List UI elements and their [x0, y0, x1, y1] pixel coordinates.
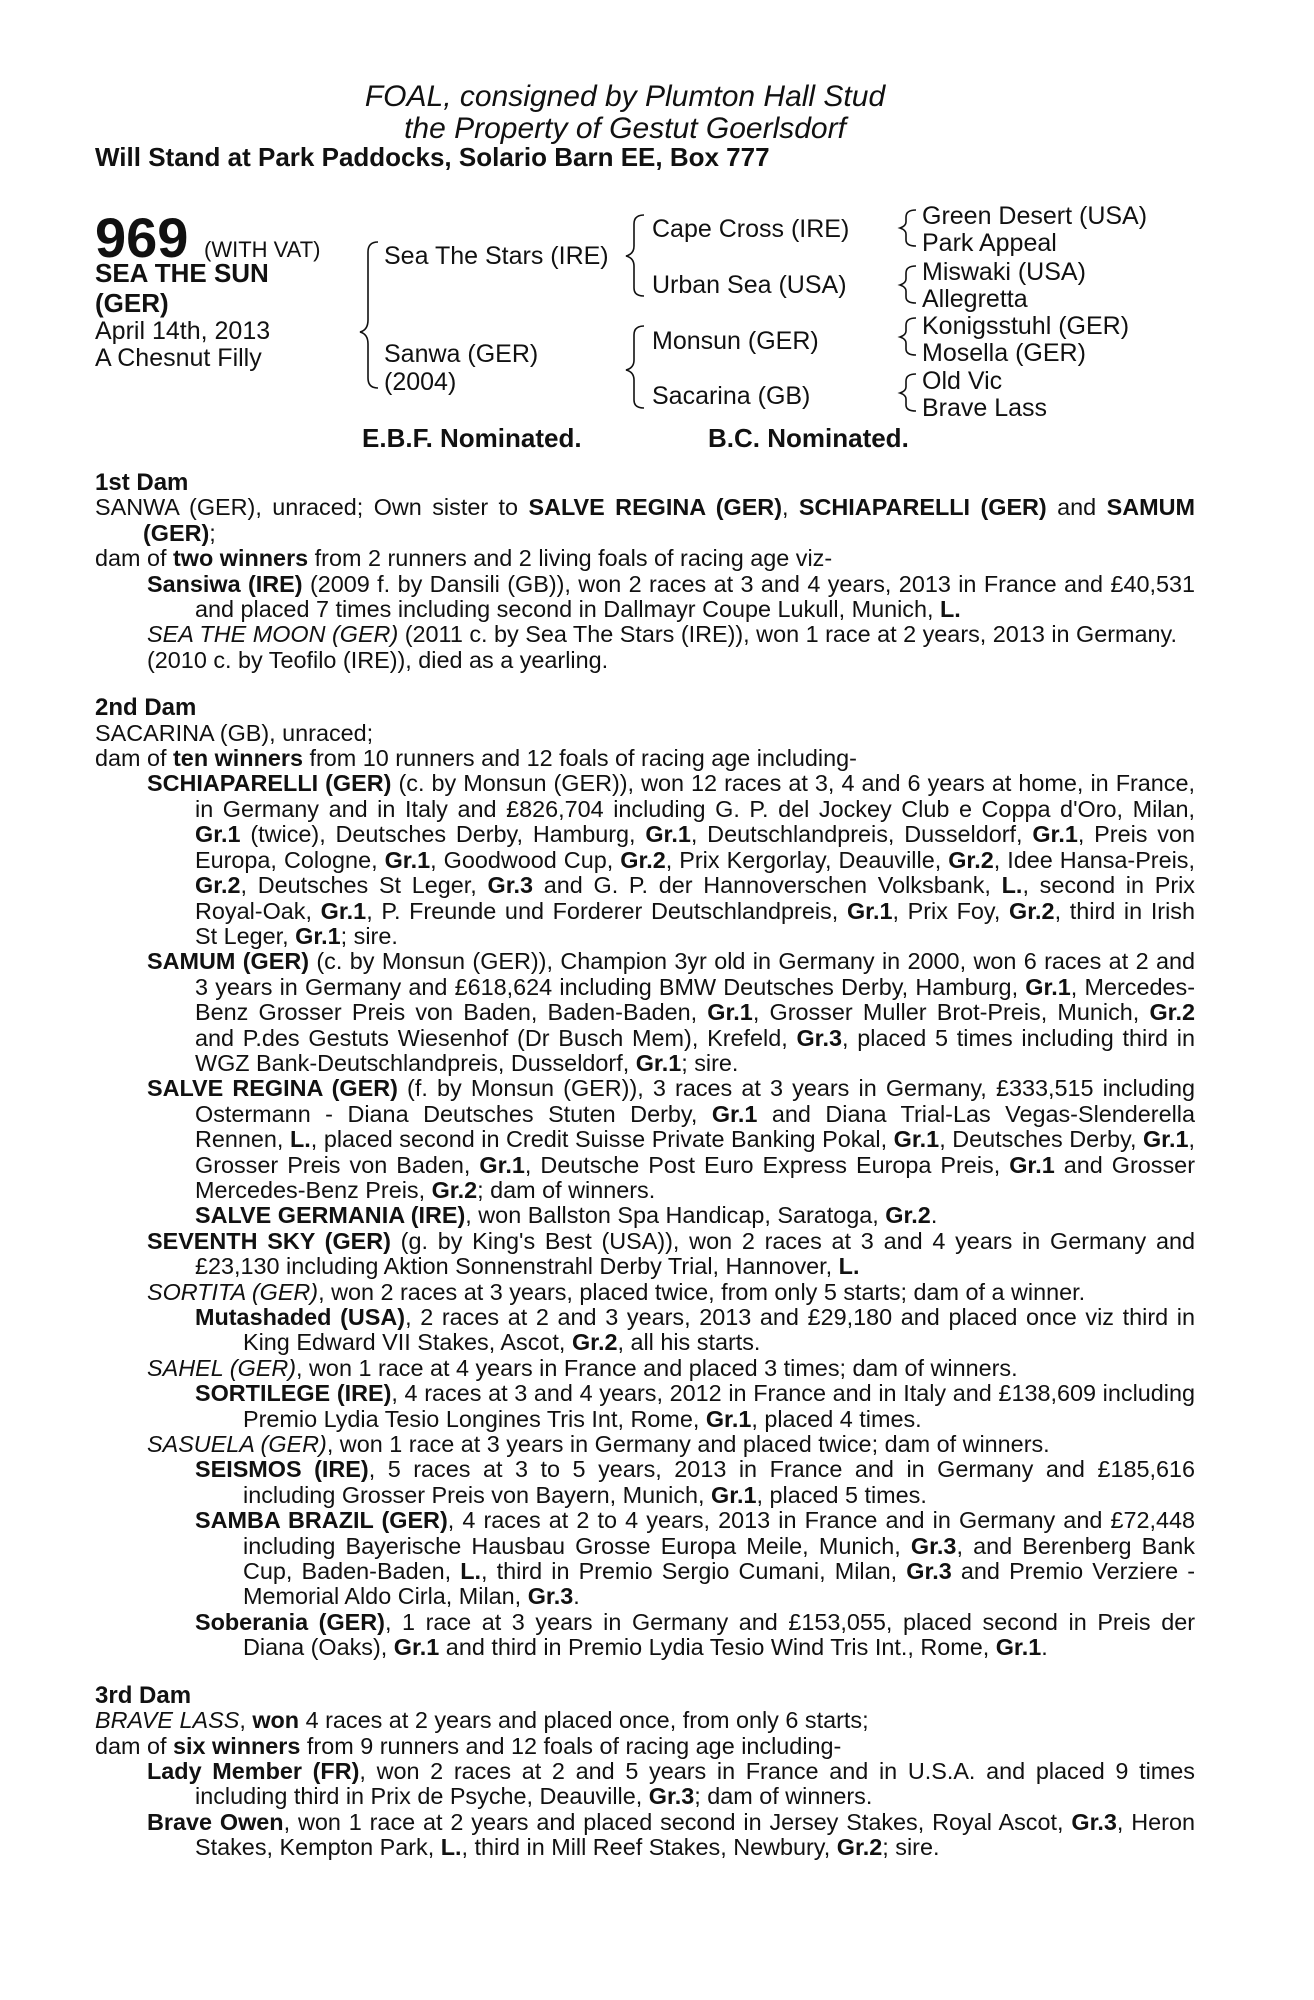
brace-g1: [900, 210, 916, 246]
catalogue-body: [95, 470, 1195, 1861]
ancestor-5: Konigsstuhl (GER): [922, 312, 1130, 340]
first-dam-record: dam of two winners from 2 runners and 2 living foals of racing age viz-: [95, 545, 833, 572]
second-dam-heading: 2nd Dam: [95, 694, 197, 722]
second-dam-record: dam of ten winners from 10 runners and 12 foals of racing age including-: [95, 745, 857, 772]
horse-name-line1: SEA THE SUN: [95, 258, 269, 288]
progeny-samum: SAMUM (GER) (c. by Monsun (GER)), Champion 3yr old in Germany in 2000, won 6 races at 2 and 3 years in Germany and £618,624 including BMW Deutsches Derby, Hamburg, Gr.1, Mercedes-Benz Grosser Preis von Baden, Baden-Baden, Gr.1, Grosser Muller Brot-Preis, Munich, Gr.2 and P.des Gestuts Wiesenhof (Dr Busch Mem), Krefeld, Gr.3, placed 5 times including third in WGZ Bank-Deutschlandpreis, Dusseldorf, Gr.1; sire.: [147, 948, 1195, 1076]
horse-name-line2: (GER): [95, 288, 169, 318]
grandprogeny-seismos: SEISMOS (IRE), 5 races at 3 to 5 years, 2013 in France and in Germany and £185,616 including Grosser Preis von Bayern, Munich, Gr.1, placed 5 times.: [195, 1456, 1195, 1508]
ancestor-6: Mosella (GER): [922, 339, 1086, 367]
progeny-salve-regina: SALVE REGINA (GER) (f. by Monsun (GER)), 3 races at 3 years in Germany, £333,515 including Ostermann - Diana Deutsches Stuten Derby, Gr.1 and Diana Trial-Las Vegas-Slenderella Rennen, L., placed second in Credit Suisse Private Banking Pokal, Gr.1, Deutsches Derby, Gr.1, Grosser Preis von Baden, Gr.1, Deutsche Post Euro Express Europa Preis, Gr.1 and Grosser Mercedes-Benz Preis, Gr.2; dam of winners.: [147, 1075, 1196, 1203]
progeny-seventh-sky: SEVENTH SKY (GER) (g. by King's Best (USA)), won 2 races at 3 and 4 years in Germany and £23,130 including Aktion Sonnenstrahl Derby Trial, Hannover, L.: [147, 1227, 1195, 1280]
sire-sire: Cape Cross (IRE): [652, 215, 850, 243]
third-dam-record: dam of six winners from 9 runners and 12 foals of racing age including-: [95, 1732, 842, 1759]
brace-g2: [900, 266, 916, 303]
ancestor-7: Old Vic: [922, 367, 1003, 395]
ancestor-4: Allegretta: [922, 285, 1028, 313]
stabling-line: Will Stand at Park Paddocks, Solario Barn EE, Box 777: [95, 142, 770, 172]
property-line: the Property of Gestut Goerlsdorf: [404, 112, 846, 145]
sire: Sea The Stars (IRE): [384, 242, 609, 270]
dam-year: (2004): [384, 368, 457, 396]
ancestor-3: Miswaki (USA): [922, 258, 1086, 286]
consignor-line: FOAL, consigned by Plumton Hall Stud: [364, 80, 886, 113]
ancestor-1: Green Desert (USA): [922, 202, 1148, 230]
progeny-schiaparelli: SCHIAPARELLI (GER) (c. by Monsun (GER)), won 12 races at 3, 4 and 6 years at home, in France, in Germany and in Italy and £826,704 including G. P. del Jockey Club e Coppa d'Oro, Milan, Gr.1 (twice), Deutsches Derby, Hamburg, Gr.1, Deutschlandpreis, Dusseldorf, Gr.1, Preis von Europa, Cologne, Gr.1, Goodwood Cup, Gr.2, Prix Kergorlay, Deauville, Gr.2, Idee Hansa-Preis, Gr.2, Deutsches St Leger, Gr.3 and G. P. der Hannoverschen Volksbank, L., second in Prix Royal-Oak, Gr.1, P. Freunde und Forderer Deutschlandpreis, Gr.1, Prix Foy, Gr.2, third in Irish St Leger, Gr.1; sire.: [147, 770, 1196, 949]
first-dam-heading: 1st Dam: [95, 469, 189, 496]
brace-g4: [900, 374, 916, 411]
dam-sire: Monsun (GER): [652, 327, 819, 355]
progeny-sea-the-moon: SEA THE MOON (GER) (2011 c. by Sea The Stars (IRE)), won 1 race at 2 years, 2013 in Germany.: [147, 621, 1177, 648]
grandprogeny-samba-brazil: SAMBA BRAZIL (GER), 4 races at 2 to 4 years, 2013 in France and in Germany and £72,448 including Bayerische Hausbau Grosse Europa Meile, Munich, Gr.3, and Berenberg Bank Cup, Baden-Baden, L., third in Premio Sergio Cumani, Milan, Gr.3 and Premio Verziere - Memorial Aldo Cirla, Milan, Gr.3.: [195, 1507, 1196, 1610]
brace-g3: [900, 318, 916, 355]
progeny-sasuela: SASUELA (GER), won 1 race at 3 years in Germany and placed twice; dam of winners.: [147, 1431, 1050, 1458]
dam: Sanwa (GER): [384, 340, 539, 368]
brace-dam: [626, 326, 644, 408]
second-dam-summary: SACARINA (GB), unraced;: [95, 719, 374, 746]
grandprogeny-salve-germania: SALVE GERMANIA (IRE), won Ballston Spa Handicap, Saratoga, Gr.2.: [195, 1202, 938, 1229]
brace-main: [360, 242, 378, 388]
progeny-sortita: SORTITA (GER), won 2 races at 3 years, placed twice, from only 5 starts; dam of a winner.: [147, 1278, 1086, 1305]
lot-number: 969: [95, 206, 189, 269]
progeny-sansiwa: Sansiwa (IRE) (2009 f. by Dansili (GB)), won 2 races at 3 and 4 years, 2013 in France and £40,531 and placed 7 times including second in Dallmayr Coupe Lukull, Munich, L.: [147, 570, 1195, 623]
sire-dam: Urban Sea (USA): [652, 271, 847, 299]
horse-description: A Chesnut Filly: [95, 344, 262, 372]
grandprogeny-soberania: Soberania (GER), 1 race at 3 years in Germany and £153,055, placed second in Preis der Diana (Oaks), Gr.1 and third in Premio Lydia Tesio Wind Tris Int., Rome, Gr.1.: [195, 1608, 1196, 1661]
third-dam-summary: BRAVE LASS, won 4 races at 2 years and placed once, from only 6 starts;: [95, 1707, 869, 1734]
third-dam-heading: 3rd Dam: [95, 1681, 192, 1709]
progeny-lady-member: Lady Member (FR), won 2 races at 2 and 5 years in France and in U.S.A. and placed 9 times including third in Prix de Psyche, Deauville, Gr.3; dam of winners.: [147, 1757, 1195, 1810]
brace-sire: [626, 215, 644, 296]
bc-nomination: B.C. Nominated.: [708, 423, 909, 453]
ancestor-2: Park Appeal: [922, 229, 1057, 257]
vat-note: (WITH VAT): [204, 237, 321, 262]
foaling-date: April 14th, 2013: [95, 317, 271, 345]
progeny-brave-owen: Brave Owen, won 1 race at 2 years and placed second in Jersey Stakes, Royal Ascot, Gr.3, Heron Stakes, Kempton Park, L., third in Mill Reef Stakes, Newbury, Gr.2; sire.: [147, 1808, 1195, 1861]
grandprogeny-sortilege: SORTILEGE (IRE), 4 races at 3 and 4 years, 2012 in France and in Italy and £138,609 including Premio Lydia Tesio Longines Tris Int, Rome, Gr.1, placed 4 times.: [195, 1380, 1195, 1432]
ancestor-8: Brave Lass: [922, 394, 1048, 422]
grandprogeny-mutashaded: Mutashaded (USA), 2 races at 2 and 3 years, 2013 and £29,180 and placed once viz third in King Edward VII Stakes, Ascot, Gr.2, all his starts.: [195, 1304, 1195, 1356]
ebf-nomination: E.B.F. Nominated.: [362, 423, 582, 453]
progeny-teofilo-colt: (2010 c. by Teofilo (IRE)), died as a yearling.: [147, 646, 609, 673]
first-dam-summary: SANWA (GER), unraced; Own sister to SALVE REGINA (GER), SCHIAPARELLI (GER) and SAMUM (GER);: [95, 494, 1195, 546]
progeny-sahel: SAHEL (GER), won 1 race at 4 years in France and placed 3 times; dam of winners.: [147, 1354, 1018, 1381]
dam-dam: Sacarina (GB): [652, 382, 811, 410]
